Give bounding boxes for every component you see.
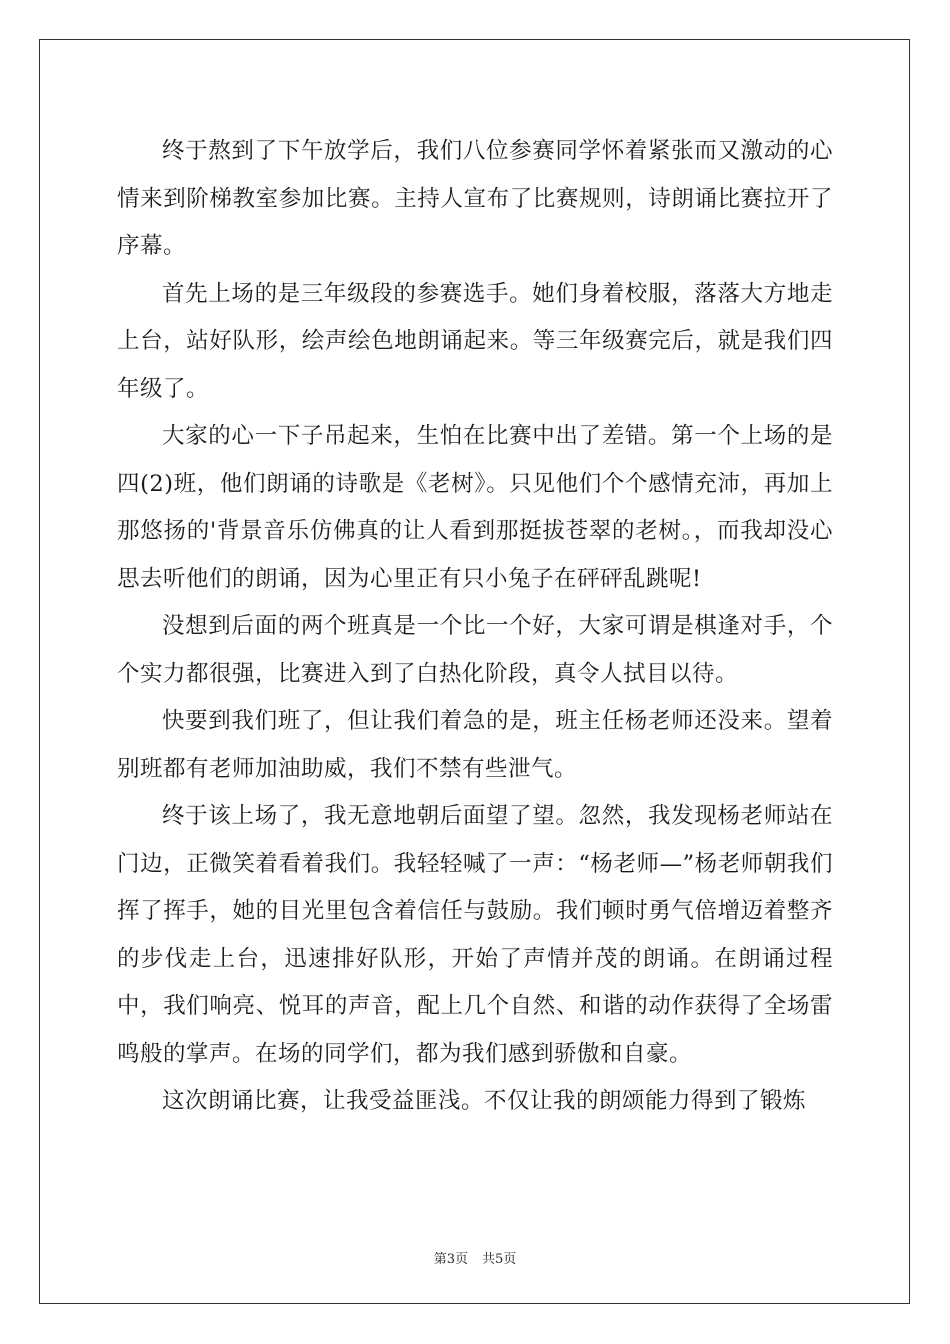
paragraph: 终于熬到了下午放学后，我们八位参赛同学怀着紧张而又激动的心情来到阶梯教室参加比赛。主持人宣布了比赛规则，诗朗诵比赛拉开了序幕。: [117, 138, 833, 259]
paragraph: 这次朗诵比赛，让我受益匪浅。不仅让我的朗颂能力得到了锻炼: [162, 1088, 807, 1114]
paragraph: 没想到后面的两个班真是一个比一个好，大家可谓是棋逢对手，个个实力都很强，比赛进入到了白热化阶段，真令人拭目以待。: [117, 613, 833, 687]
paragraph: 大家的心一下子吊起来，生怕在比赛中出了差错。第一个上场的是四(2)班，他们朗诵的诗歌是《老树》。只见他们个个感情充沛，再加上那悠扬的'背景音乐仿佛真的让人看到那挺拔苍翠的老树。，而我却没心思去听他们的朗诵，因为心里正有只小兔子在砰砰乱跳呢!: [117, 423, 833, 592]
paragraph: 快要到我们班了，但让我们着急的是，班主任杨老师还没来。望着别班都有老师加油助威，我们不禁有些泄气。: [117, 708, 833, 782]
current-page-number: 第3页: [433, 1252, 468, 1267]
paragraph: 终于该上场了，我无意地朝后面望了望。忽然，我发现杨老师站在门边，正微笑着看着我们。我轻轻喊了一声：“杨老师—”杨老师朝我们挥了挥手，她的目光里包含着信任与鼓励。我们顿时勇气倍增迈着整齐的步伐走上台，迅速排好队形，开始了声情并茂的朗诵。在朗诵过程中，我们响亮、悦耳的声音，配上几个自然、和谐的动作获得了全场雷鸣般的掌声。在场的同学们，都为我们感到骄傲和自豪。: [117, 803, 833, 1067]
paragraph: 首先上场的是三年级段的参赛选手。她们身着校服，落落大方地走上台，站好队形，绘声绘色地朗诵起来。等三年级赛完后，就是我们四年级了。: [117, 280, 833, 402]
total-page-count: 共5页: [482, 1252, 517, 1267]
page-footer: [0, 1248, 950, 1267]
document-body: [117, 128, 833, 1126]
